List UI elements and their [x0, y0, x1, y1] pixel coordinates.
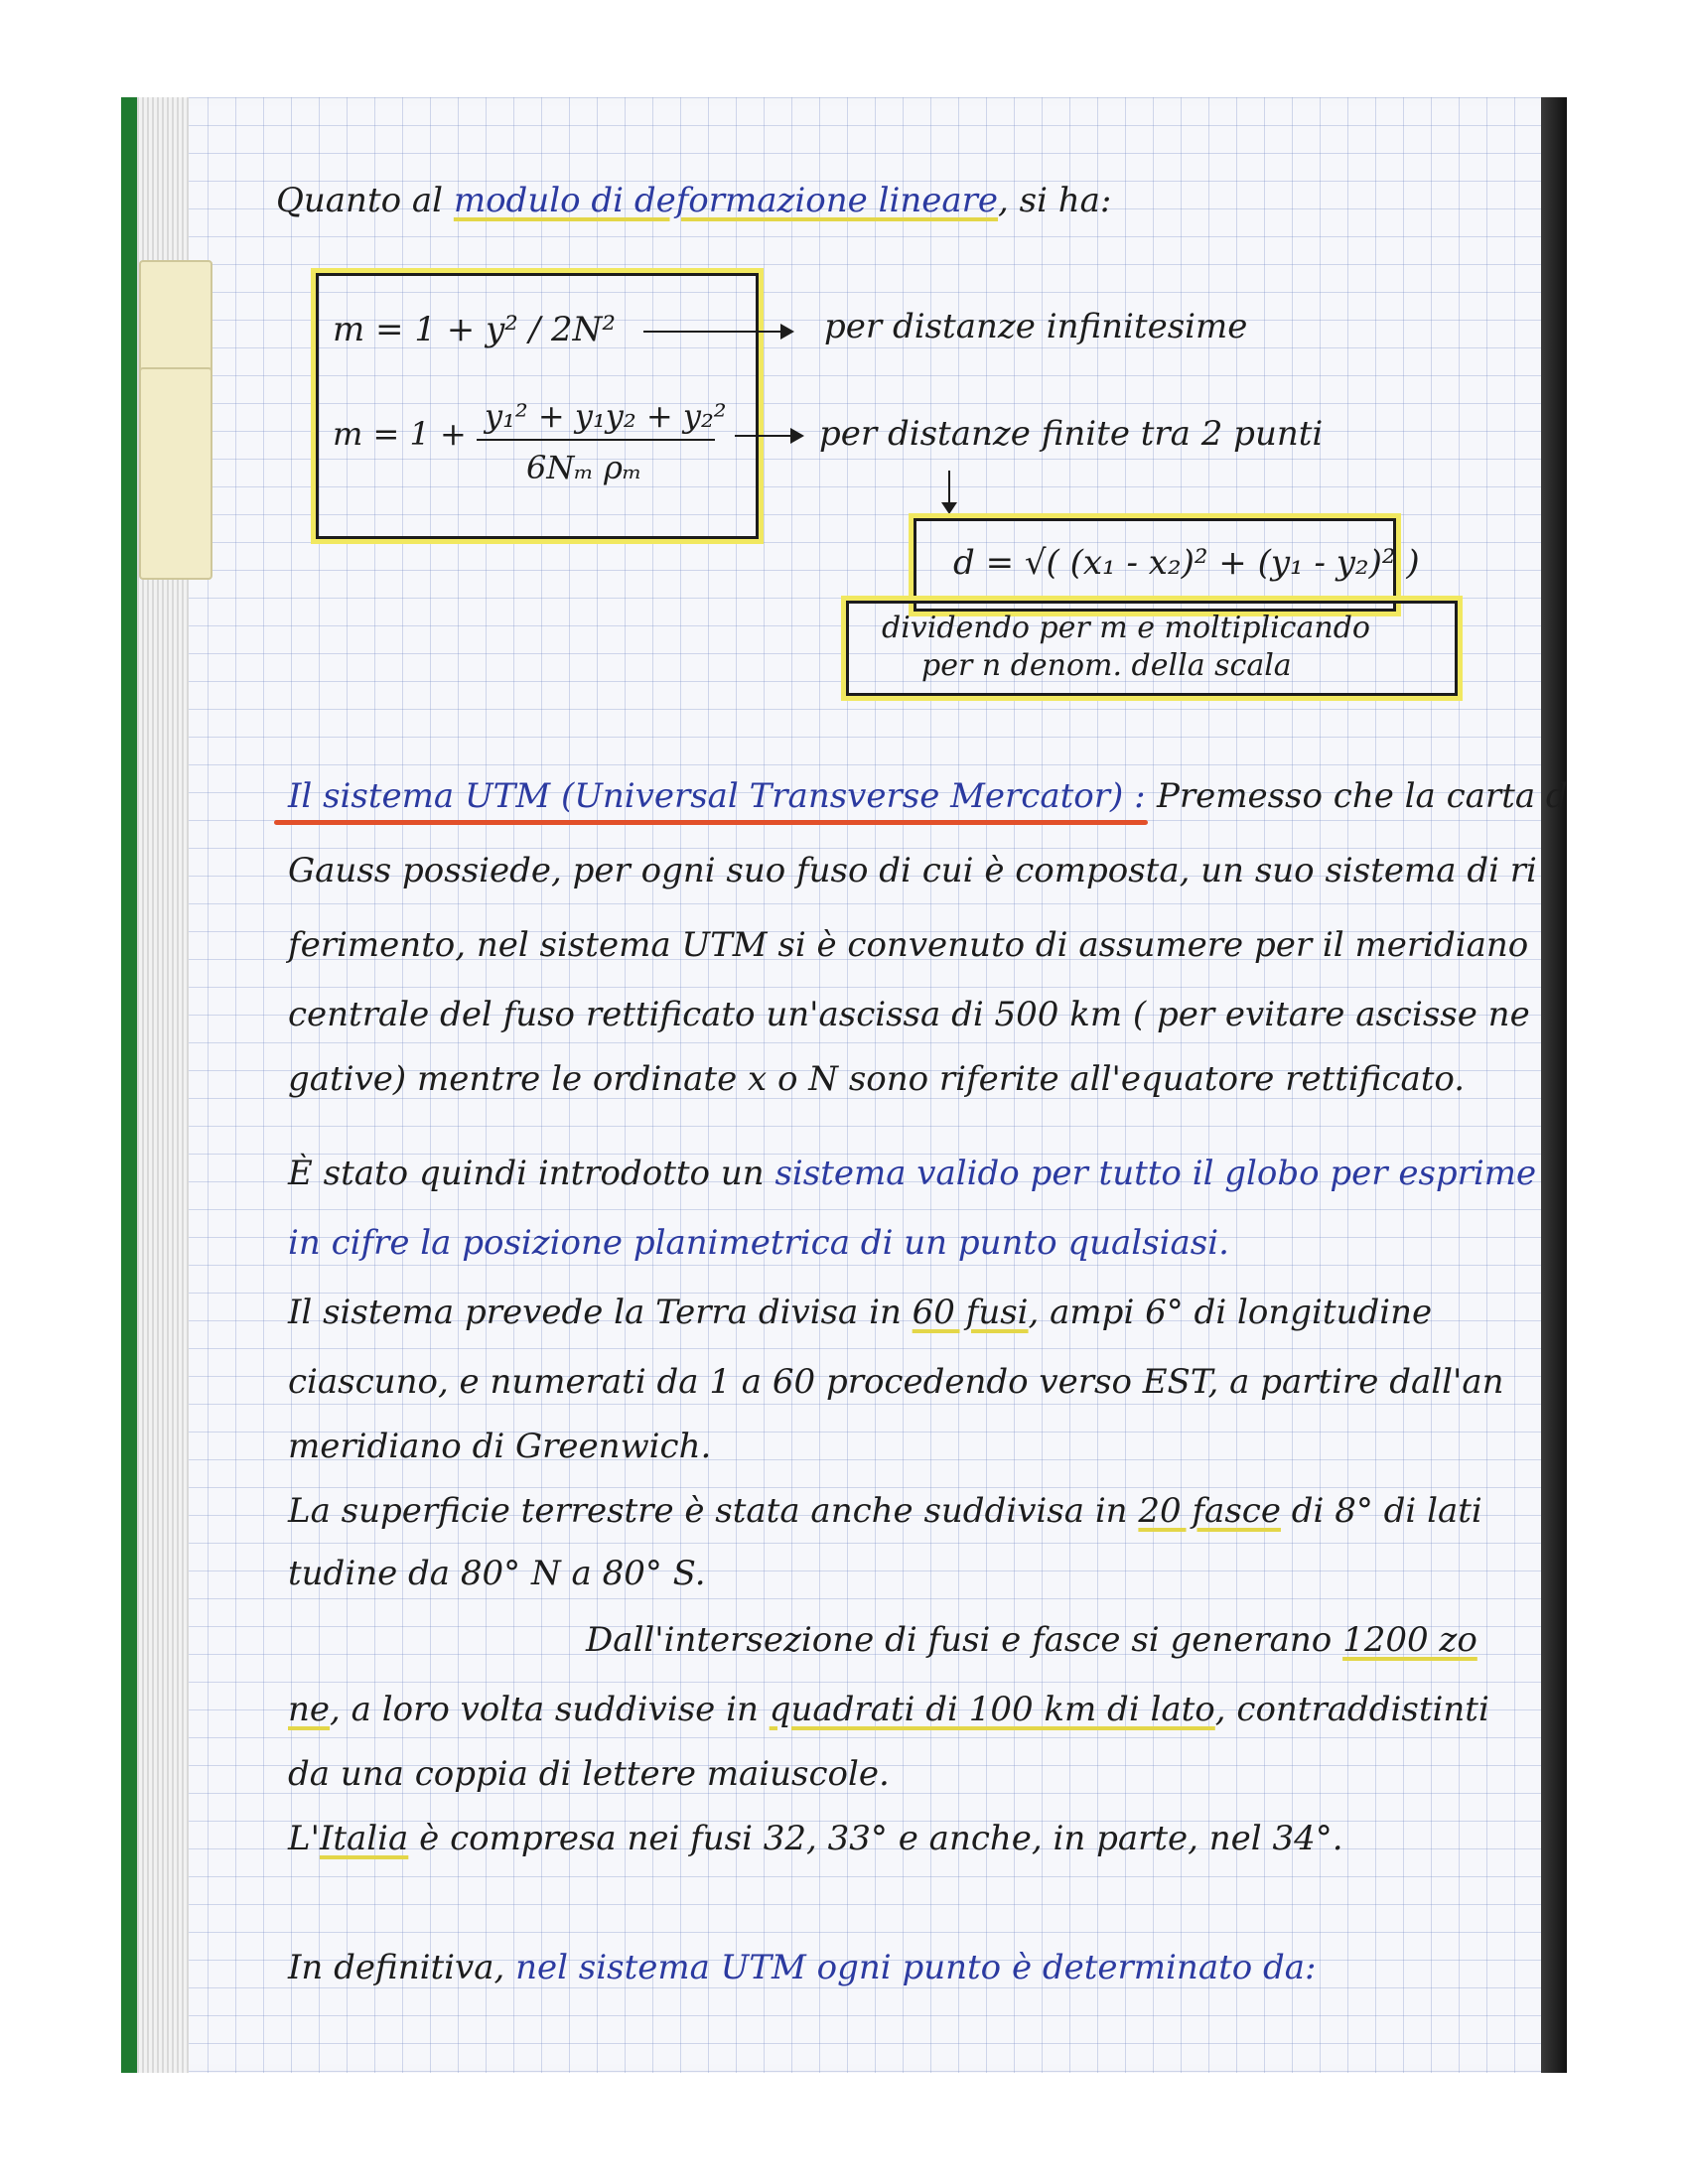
paragraph-1-line-1: Gauss possiede, per ogni suo fuso di cui è composta, un suo sistema di ri — [288, 851, 1537, 890]
notebook-binding — [121, 97, 137, 2073]
paragraph-2-text: È stato quindi introdotto un — [288, 1154, 775, 1193]
paragraph-6 — [288, 1819, 1343, 1858]
final-text-b: nel sistema UTM ogni punto è determinato da: — [515, 1948, 1317, 1987]
paragraph-1-line-3: centrale del fuso rettificato un'ascissa di 500 km ( per evitare ascisse ne — [288, 995, 1530, 1034]
formula-1-description: per distanze infinitesime — [824, 307, 1248, 346]
paragraph-3-text-a: Il sistema prevede la Terra divisa in — [288, 1293, 913, 1332]
final-line — [288, 1948, 1317, 1987]
formula-2-description: per distanze finite tra 2 punti — [819, 414, 1324, 454]
paragraph-5-line-3: da una coppia di lettere maiuscole. — [288, 1754, 890, 1794]
intro-after: , si ha: — [998, 181, 1112, 220]
paragraph-2-line-1 — [288, 1154, 1537, 1193]
intro-before: Quanto al — [276, 181, 454, 220]
distance-note-line-2: per n denom. della scala — [921, 648, 1292, 683]
paragraph-5-line-2 — [288, 1690, 1489, 1729]
paragraph-5-text-a: Dall'intersezione di fusi e fasce si generano — [586, 1620, 1343, 1660]
intro-highlight: modulo di deformazione lineare — [453, 181, 999, 220]
sticky-tab-bottom — [139, 367, 212, 580]
paragraph-6-text-a: L' — [288, 1819, 320, 1858]
arrow-2 — [735, 435, 802, 437]
distance-note-line-1: dividendo per m e moltiplicando — [882, 611, 1370, 645]
hundred-km-squares: quadrati di 100 km di lato — [769, 1690, 1215, 1729]
paragraph-2-line-2: in cifre la posizione planimetrica di un punto qualsiasi. — [288, 1223, 1229, 1263]
twenty-fasce: 20 fasce — [1138, 1491, 1281, 1531]
paragraph-3-line-2: ciascuno, e numerati da 1 a 60 procedendo verso EST, a partire dall'an — [288, 1362, 1504, 1402]
sixty-fusi: 60 fusi — [912, 1293, 1029, 1332]
utm-heading-continuation: Premesso che la carta d — [1157, 776, 1568, 816]
paragraph-3-line-1 — [288, 1293, 1433, 1332]
formula-2-denominator: 6Nₘ ρₘ — [526, 449, 642, 486]
italia: Italia — [319, 1819, 409, 1858]
formula-1: m = 1 + y² / 2N² — [333, 310, 616, 349]
paragraph-3-line-3: meridiano di Greenwich. — [288, 1427, 712, 1466]
utm-heading: Il sistema UTM (Universal Transverse Mercator) : — [288, 776, 1146, 816]
formula-2-numerator: y₁² + y₁y₂ + y₂² — [485, 397, 727, 435]
paragraph-5-text-b: , a loro volta suddivise in — [330, 1690, 770, 1729]
formula-2-prefix: m = 1 + — [333, 415, 467, 453]
distance-formula: d = √( (x₁ - x₂)² + (y₁ - y₂)² ) — [953, 543, 1420, 583]
paragraph-4-text-a: La superficie terrestre è stata anche suddivisa in — [288, 1491, 1139, 1531]
paragraph-4-line-2: tudine da 80° N a 80° S. — [288, 1554, 706, 1593]
arrow-1 — [643, 331, 792, 333]
heading-underline — [274, 820, 1148, 825]
paragraph-5-text-d: , contraddistinti — [1214, 1690, 1489, 1729]
sticky-tab-top — [139, 260, 212, 383]
intro-line — [276, 181, 1112, 220]
paragraph-6-text-c: è compresa nei fusi 32, 33° e anche, in parte, nel 34°. — [408, 1819, 1343, 1858]
paragraph-1-line-2: ferimento, nel sistema UTM si è convenuto di assumere per il meridiano — [288, 925, 1529, 965]
final-text-a: In definitiva, — [288, 1948, 516, 1987]
page-right-edge — [1541, 97, 1567, 2073]
twelve-hundred-zones: 1200 zo — [1342, 1620, 1477, 1660]
paragraph-2-highlight: sistema valido per tutto il globo per esprime — [774, 1154, 1537, 1193]
paragraph-3-text-c: , ampi 6° di longitudine — [1028, 1293, 1433, 1332]
down-arrow — [948, 471, 950, 504]
paragraph-4-line-1 — [288, 1491, 1482, 1531]
zones-suffix: ne — [288, 1690, 331, 1729]
paragraph-5-line-1 — [586, 1620, 1477, 1660]
fraction-bar — [477, 439, 715, 441]
paragraph-1-line-4: gative) mentre le ordinate x o N sono riferite all'equatore rettificato. — [288, 1059, 1466, 1099]
paragraph-4-text-c: di 8° di lati — [1280, 1491, 1482, 1531]
